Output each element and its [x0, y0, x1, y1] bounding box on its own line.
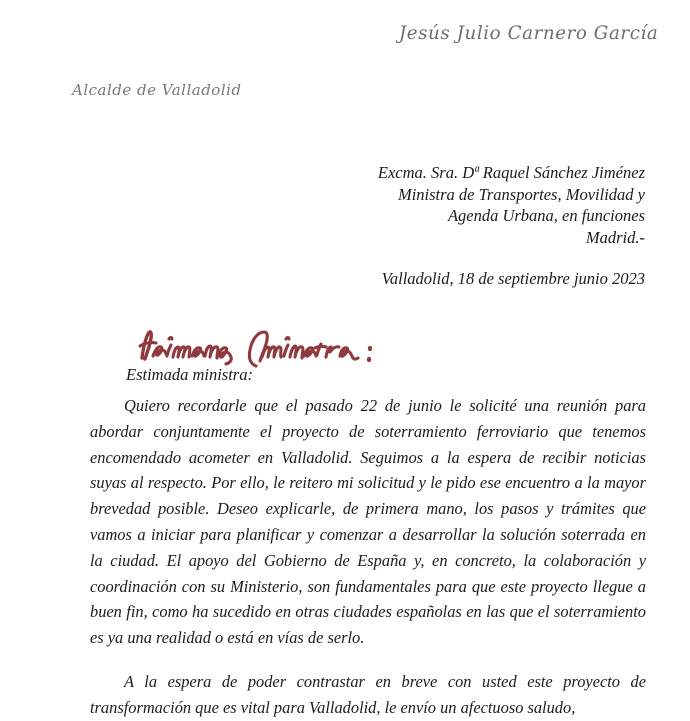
addressee-line-4: Madrid.-: [585, 227, 645, 247]
body-paragraph: Quiero recordarle que el pasado 22 de junio le solicité una reunión para abordar conjuntamente el proyecto de soterramiento ferroviario que tenemos encomendado acometer en Valladolid. Seguimos a la espera de recibir noticias suyas al respecto. Por ello, le reitero mi solicitud y le pido ese encuentro a la mayor brevedad posible. Deseo explicarle, de primera mano, los pasos y trámites que vamos a iniciar para planificar y comenzar a desarrollar la solución soterrada en la ciudad. El apoyo del Gobierno de España y, en concreto, la colaboración y coordinación con su Ministerio, son fundamentales para que este proyecto llegue a buen fin, como ha sucedido en otras ciudades españolas en las que el soterramiento es ya una realidad o está en vías de serlo.: [90, 396, 646, 648]
letterhead-name: Jesús Julio Carnero García: [398, 22, 658, 44]
addressee-line-2: Ministra de Transportes, Movilidad y: [397, 184, 645, 204]
addressee-line-1: Excma. Sra. Dª Raquel Sánchez Jiménez: [377, 163, 645, 182]
body-paragraph: A la espera de poder contrastar en breve con usted este proyecto de transformación que es vital para Valladolid, le envío un afectuoso saludo,: [90, 671, 646, 717]
dateline: Valladolid, 18 de septiembre junio 2023: [381, 269, 645, 288]
addressee-block: [315, 162, 645, 248]
typed-salutation: Estimada ministra:: [126, 365, 253, 384]
letterhead-role: Alcalde de Valladolid: [72, 81, 242, 99]
handwritten-salutation: [138, 326, 398, 370]
body-copy: [90, 393, 646, 721]
addressee-line-3: Agenda Urbana, en funciones: [447, 206, 645, 225]
